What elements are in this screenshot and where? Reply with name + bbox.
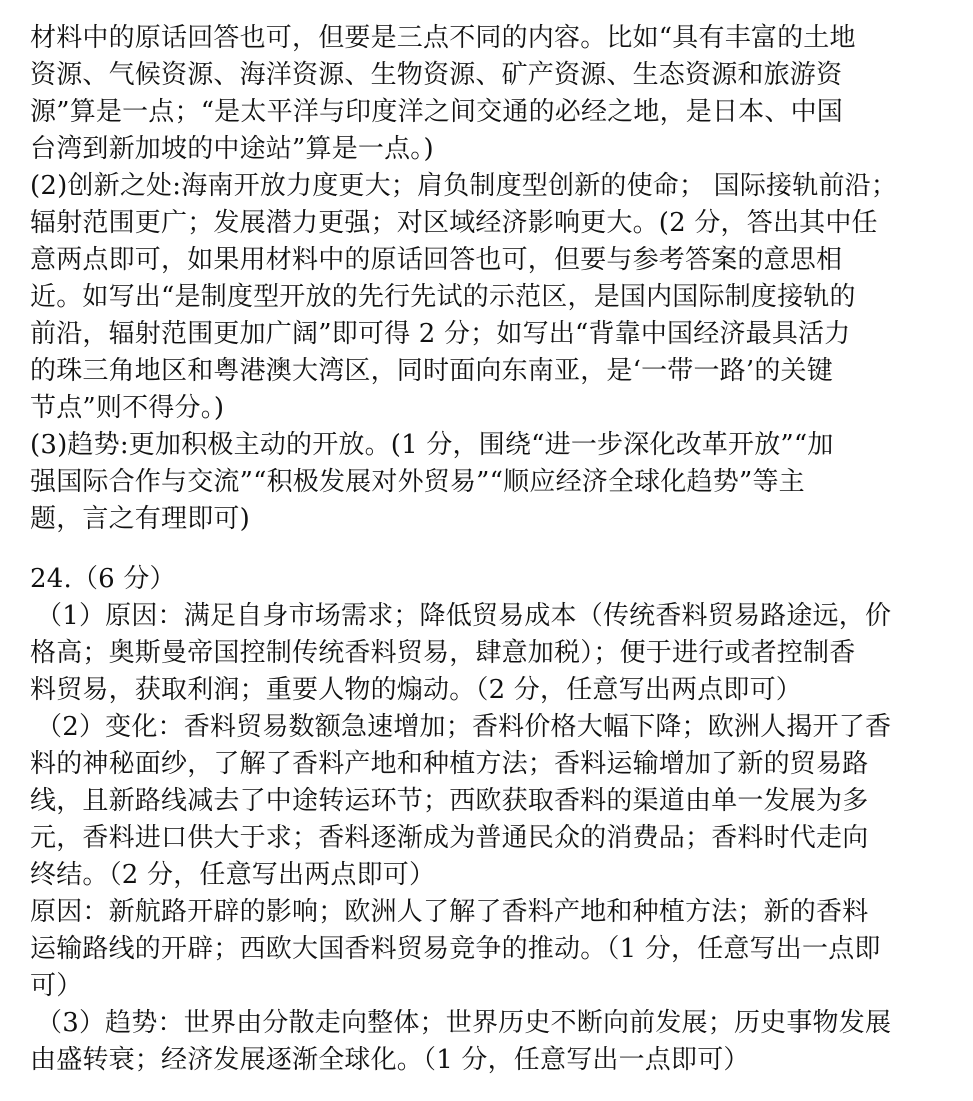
text-line-12: (3)趋势:更加积极主动的开放。(1 分，围绕“进一步深化改革开放”“加 [30, 430, 834, 460]
text-line-13: 强国际合作与交流”“积极发展对外贸易”“顺应经济全球化趋势”等主 [30, 467, 805, 497]
text-line-2: 资源、气候资源、海洋资源、生物资源、矿产资源、生态资源和旅游资 [30, 60, 843, 90]
text-line-23: 终结。（2 分，任意写出两点即可） [30, 860, 436, 890]
text-line-1: 材料中的原话回答也可，但要是三点不同的内容。比如“具有丰富的土地 [30, 23, 856, 53]
text-line-28: 由盛转衰；经济发展逐渐全球化。（1 分，任意写出一点即可） [30, 1045, 750, 1075]
text-line-24: 原因：新航路开辟的影响；欧洲人了解了香料产地和种植方法；新的香料 [30, 897, 869, 927]
text-line-22: 元，香料进口供大于求；香料逐渐成为普通民众的消费品；香料时代走向 [30, 823, 869, 853]
text-line-4: 台湾到新加坡的中途站”算是一点。) [30, 134, 434, 164]
text-line-18: 料贸易，获取利润；重要人物的煽动。（2 分，任意写出两点即可） [30, 675, 803, 705]
text-line-9: 前沿，辐射范围更加广阔”即可得 2 分；如写出“背靠中国经济最具活力 [30, 319, 851, 349]
text-line-10: 的珠三角地区和粤港澳大湾区，同时面向东南亚，是‘一带一路’的关键 [30, 356, 833, 386]
text-line-11: 节点”则不得分。) [30, 393, 225, 423]
text-line-25: 运输路线的开辟；西欧大国香料贸易竞争的推动。（1 分，任意写出一点即 [30, 934, 881, 964]
text-line-21: 线，且新路线减去了中途转运环节；西欧获取香料的渠道由单一发展为多 [30, 786, 869, 816]
text-line-3: 源”算是一点；“是太平洋与印度洋之间交通的必经之地，是日本、中国 [30, 97, 843, 127]
text-line-6: 辐射范围更广；发展潜力更强；对区域经济影响更大。(2 分，答出其中任 [30, 208, 878, 238]
text-line-5: (2)创新之处:海南开放力度更大；肩负制度型创新的使命； 国际接轨前沿； [30, 171, 898, 201]
text-line-8: 近。如写出“是制度型开放的先行先试的示范区，是国内国际制度接轨的 [30, 282, 856, 312]
text-line-26: 可） [30, 971, 83, 1001]
text-line-14: 题，言之有理即可) [30, 504, 250, 534]
question-24-heading: 24.（6 分） [30, 564, 176, 594]
text-line-19: （2）变化：香料贸易数额急速增加；香料价格大幅下降；欧洲人揭开了香 [36, 712, 892, 742]
text-line-7: 意两点即可，如果用材料中的原话回答也可，但要与参考答案的意思相 [30, 245, 843, 275]
text-line-20: 料的神秘面纱，了解了香料产地和种植方法；香料运输增加了新的贸易路 [30, 749, 869, 779]
text-line-16: （1）原因：满足自身市场需求；降低贸易成本（传统香料贸易路途远，价 [36, 601, 892, 631]
text-line-27: （3）趋势：世界由分散走向整体；世界历史不断向前发展；历史事物发展 [36, 1008, 892, 1038]
text-line-17: 格高；奥斯曼帝国控制传统香料贸易，肆意加税）；便于进行或者控制香 [30, 638, 856, 668]
